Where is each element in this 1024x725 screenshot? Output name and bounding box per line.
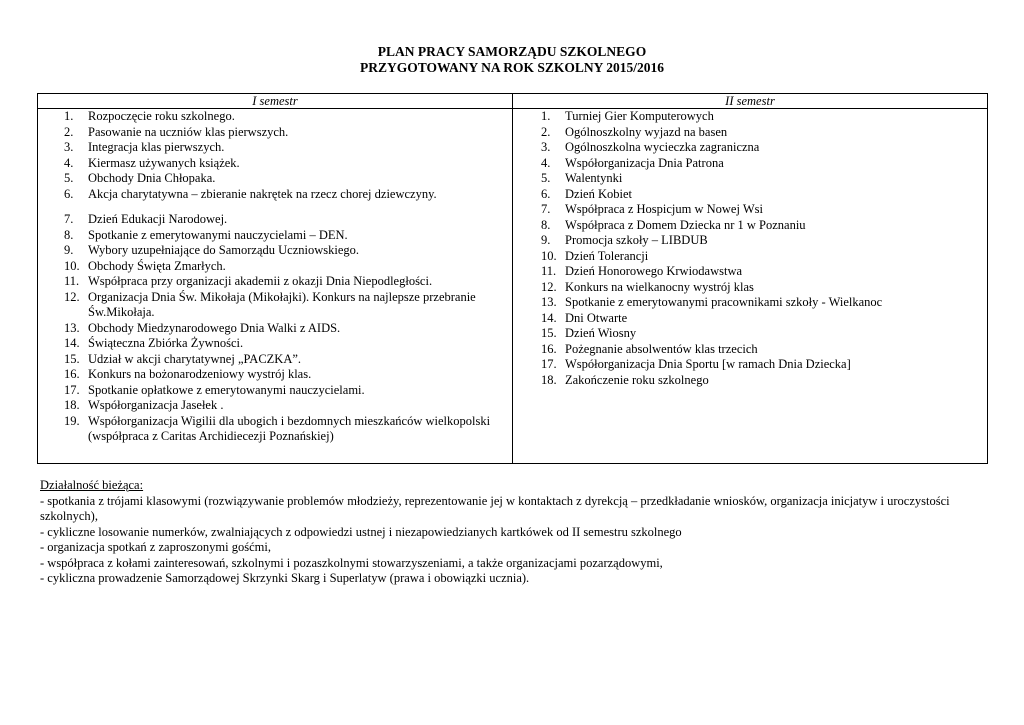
item-number: 17.: [64, 382, 80, 397]
list-item: [513, 218, 987, 234]
list-item: [513, 187, 987, 203]
ongoing-activities: [40, 478, 960, 587]
list-item: [38, 212, 512, 228]
header-semester-2: II semestr: [513, 94, 988, 109]
ongoing-item: - spotkania z trójami klasowymi (rozwiązywanie problemów młodzieży, reprezentowanie jej w kontaktach z dyrekcją – przedkładanie wniosków, organizacja inicjatyw i uroczystości szkolnych),: [40, 493, 950, 523]
list-item: [513, 280, 987, 296]
item-text: Spotkanie z emerytowanymi pracownikami szkoły - Wielkanoc: [565, 295, 883, 309]
list-item: [38, 109, 512, 125]
title-line-1: PLAN PRACY SAMORZĄDU SZKOLNEGO: [377, 44, 647, 59]
item-text: Kiermasz używanych książek.: [88, 155, 240, 170]
item-number: 3.: [64, 140, 74, 154]
item-text: Udział w akcji charytatywnej „PACZKA”.: [88, 351, 302, 366]
item-text: Dzień Tolerancji: [565, 248, 649, 263]
item-number: 8.: [541, 217, 551, 232]
list-item: [38, 274, 512, 290]
item-text: Obchody Święta Zmarłych.: [88, 258, 226, 273]
list-item: [513, 326, 987, 342]
list-item: [513, 156, 987, 172]
item-text: Dni Otwarte: [565, 310, 628, 325]
item-number: 17.: [541, 357, 557, 371]
item-number: 15.: [64, 351, 80, 366]
list-item: [38, 187, 512, 203]
item-text: Współorganizacja Jasełek .: [88, 398, 224, 412]
item-number: 2.: [541, 124, 551, 139]
list-item: [513, 233, 987, 249]
semester-1-list: [38, 109, 512, 445]
item-number: 16.: [64, 367, 80, 381]
header-semester-1: I semestr: [38, 94, 513, 109]
list-item: [38, 243, 512, 259]
list-item: [513, 342, 987, 358]
item-number: 19.: [64, 413, 80, 428]
list-item: [513, 357, 987, 373]
list-item: [38, 290, 512, 321]
item-text: Współorganizacja Dnia Sportu [w ramach Dnia Dziecka]: [565, 357, 851, 371]
list-item: [513, 125, 987, 141]
list-item: [513, 264, 987, 280]
item-number: 4.: [64, 155, 74, 170]
item-text: Współorganizacja Dnia Patrona: [565, 155, 724, 170]
ongoing-heading: Działalność bieżąca:: [40, 478, 144, 492]
item-text: Dzień Kobiet: [565, 186, 632, 201]
item-text: Obchody Miedzynarodowego Dnia Walki z AIDS.: [88, 320, 341, 335]
item-number: 11.: [541, 264, 557, 278]
item-number: 14.: [64, 336, 80, 350]
item-text: Promocja szkoły – LIBDUB: [565, 233, 708, 247]
list-item: [38, 352, 512, 368]
ongoing-item: - organizacja spotkań z zaproszonymi gośćmi,: [40, 540, 271, 554]
list-item: [38, 156, 512, 172]
item-number: 12.: [541, 279, 557, 294]
item-number: 10.: [541, 248, 557, 263]
item-text: Organizacja Dnia Św. Mikołaja (Mikołajki). Konkurs na najlepsze przebranie Św.Mikołaja.: [88, 289, 476, 319]
item-text: Spotkanie opłatkowe z emerytowanymi nauczycielami.: [88, 382, 365, 397]
item-text: Walentynki: [565, 171, 623, 185]
list-item: [513, 295, 987, 311]
item-number: 5.: [541, 171, 551, 185]
list-item: [513, 202, 987, 218]
item-number: 6.: [64, 186, 74, 201]
item-number: 5.: [64, 171, 74, 185]
list-item: [38, 140, 512, 156]
item-text: Dzień Wiosny: [565, 326, 637, 340]
item-text: Współpraca z Hospicjum w Nowej Wsi: [565, 202, 763, 216]
list-item: [38, 367, 512, 383]
item-number: 3.: [541, 140, 551, 154]
list-item: [38, 171, 512, 187]
item-number: 8.: [64, 227, 74, 242]
item-number: 11.: [64, 274, 80, 288]
list-item: [513, 140, 987, 156]
item-text: Dzień Honorowego Krwiodawstwa: [565, 264, 743, 278]
item-text: Pożegnanie absolwentów klas trzecich: [565, 341, 758, 356]
item-number: 10.: [64, 258, 80, 273]
list-item: [513, 249, 987, 265]
list-item: [513, 171, 987, 187]
item-text: Pasowanie na uczniów klas pierwszych.: [88, 124, 289, 139]
list-item: [38, 228, 512, 244]
item-number: 18.: [541, 372, 557, 387]
item-text: Rozpoczęcie roku szkolnego.: [88, 109, 235, 123]
list-item: [38, 125, 512, 141]
item-text: Współpraca przy organizacji akademii z okazji Dnia Niepodległości.: [88, 274, 433, 288]
item-text: Współorganizacja Wigilii dla ubogich i bezdomnych mieszkańców wielkopolski (współpraca z Caritas Archidiecezji Poznańskiej): [88, 413, 491, 443]
list-item: [513, 373, 987, 389]
ongoing-list: [40, 494, 960, 587]
ongoing-item: - cykliczna prowadzenie Samorządowej Skrzynki Skarg i Superlatyw (prawa i obowiązki ucznia).: [40, 571, 530, 585]
item-number: 15.: [541, 326, 557, 340]
semester-2-cell: [513, 109, 988, 464]
item-number: 9.: [64, 243, 74, 257]
list-item: [38, 414, 512, 445]
item-number: 13.: [64, 320, 80, 335]
item-number: 2.: [64, 124, 74, 139]
item-number: 7.: [541, 202, 551, 216]
item-number: 14.: [541, 310, 557, 325]
item-text: Spotkanie z emerytowanymi nauczycielami – DEN.: [88, 227, 348, 242]
item-text: Dzień Edukacji Narodowej.: [88, 212, 228, 226]
item-number: 1.: [64, 109, 74, 123]
item-text: Ogólnoszkolny wyjazd na basen: [565, 124, 728, 139]
item-text: Współpraca z Domem Dziecka nr 1 w Poznaniu: [565, 217, 806, 232]
ongoing-item: - cykliczne losowanie numerków, zwalniających z odpowiedzi ustnej i niezapowiedzianych kartkówek od II semestru szkolnego: [40, 524, 682, 539]
item-text: Turniej Gier Komputerowych: [565, 109, 714, 123]
item-text: Świąteczna Zbiórka Żywności.: [88, 336, 244, 350]
item-text: Akcja charytatywna – zbieranie nakrętek na rzecz chorej dziewczyny.: [88, 186, 437, 201]
list-item: [38, 398, 512, 414]
item-text: Wybory uzupełniające do Samorządu Uczniowskiego.: [88, 243, 360, 257]
item-number: 9.: [541, 233, 551, 247]
item-number: 7.: [64, 212, 74, 226]
semester-2-list: [513, 109, 987, 388]
item-number: 18.: [64, 398, 80, 412]
item-number: 1.: [541, 109, 551, 123]
semester-1-cell: [38, 109, 513, 464]
item-text: Konkurs na bożonarodzeniowy wystrój klas.: [88, 367, 312, 381]
list-item: [513, 109, 987, 125]
item-text: Integracja klas pierwszych.: [88, 140, 225, 154]
item-number: 16.: [541, 341, 557, 356]
list-item: [38, 321, 512, 337]
item-text: Zakończenie roku szkolnego: [565, 372, 709, 387]
ongoing-item: - współpraca z kołami zainteresowań, szkolnymi i pozaszkolnymi stowarzyszeniami, a także organizacjami pozarządowymi,: [40, 555, 663, 570]
plan-table: [37, 93, 988, 464]
item-number: 4.: [541, 155, 551, 170]
item-text: Obchody Dnia Chłopaka.: [88, 171, 216, 185]
title-line-2: PRZYGOTOWANY NA ROK SZKOLNY 2015/2016: [359, 60, 665, 75]
item-number: 13.: [541, 295, 557, 309]
list-item: [513, 311, 987, 327]
list-item: [38, 259, 512, 275]
item-text: Konkurs na wielkanocny wystrój klas: [565, 279, 754, 294]
list-item: [38, 383, 512, 399]
item-text: Ogólnoszkolna wycieczka zagraniczna: [565, 140, 760, 154]
document-title: [0, 44, 1024, 76]
item-number: 12.: [64, 289, 80, 304]
item-number: 6.: [541, 186, 551, 201]
list-item: [38, 336, 512, 352]
